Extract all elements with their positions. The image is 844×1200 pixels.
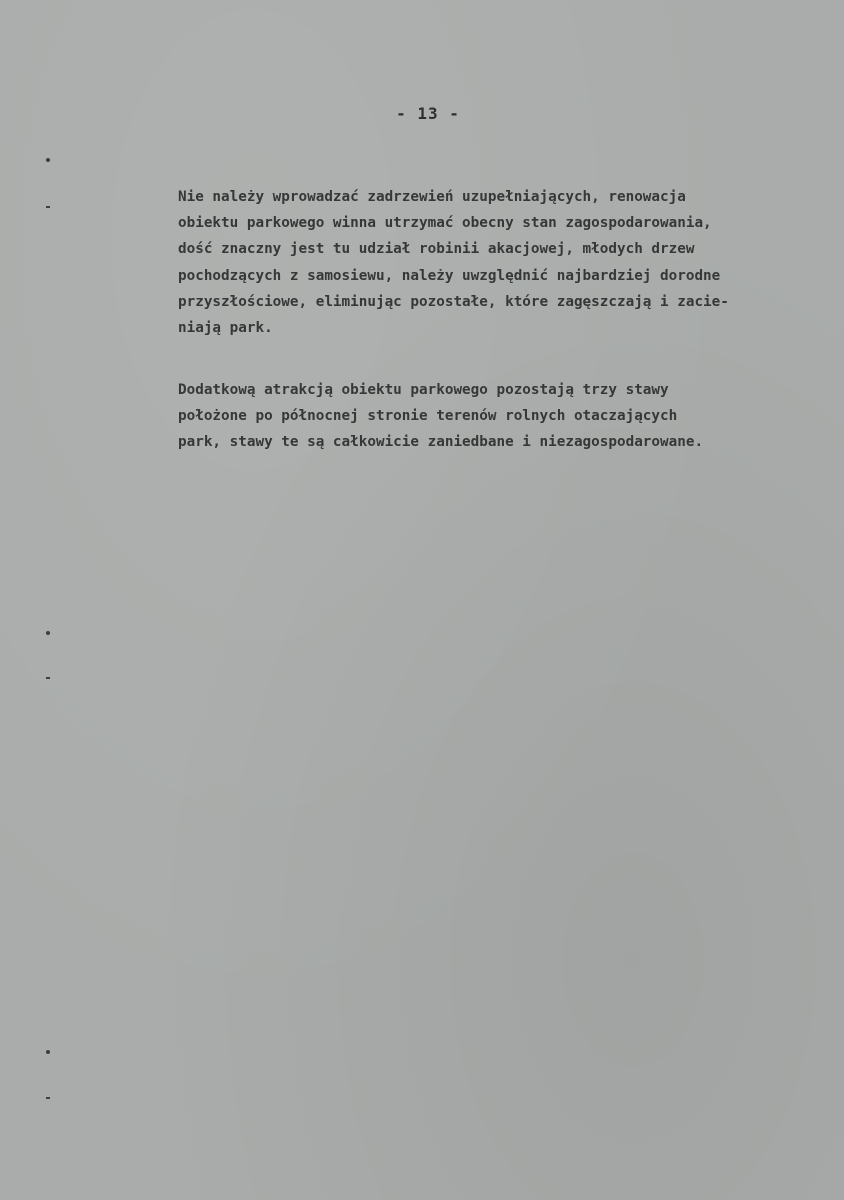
paragraph-2	[178, 377, 838, 456]
text-line: Nie należy wprowadzać zadrzewień uzupełniających, renowacja	[178, 189, 686, 205]
paragraph-1	[178, 184, 838, 341]
page-number: - 13 -	[396, 104, 460, 123]
punch-hole-mark	[46, 1050, 50, 1054]
text-line: park, stawy te są całkowicie zaniedbane i niezagospodarowane.	[178, 434, 704, 451]
text-line: Dodatkową atrakcją obiektu parkowego pozostają trzy stawy	[178, 382, 669, 398]
text-line: pochodzących z samosiewu, należy uwzględnić najbardziej dorodne	[178, 267, 721, 284]
punch-hole-mark	[46, 206, 50, 208]
text-line: niają park.	[178, 320, 273, 337]
punch-hole-mark	[46, 1097, 50, 1099]
text-line: położone po północnej stronie terenów rolnych otaczających	[178, 408, 678, 425]
text-line: przyszłościowe, eliminując pozostałe, które zagęszczają i zacie-	[178, 293, 729, 310]
punch-hole-mark	[46, 158, 50, 162]
punch-hole-mark	[46, 631, 50, 635]
text-line: obiektu parkowego winna utrzymać obecny stan zagospodarowania,	[178, 215, 712, 232]
text-line: dość znaczny jest tu udział robinii akacjowej, młodych drzew	[178, 241, 695, 258]
punch-hole-mark	[46, 677, 50, 679]
